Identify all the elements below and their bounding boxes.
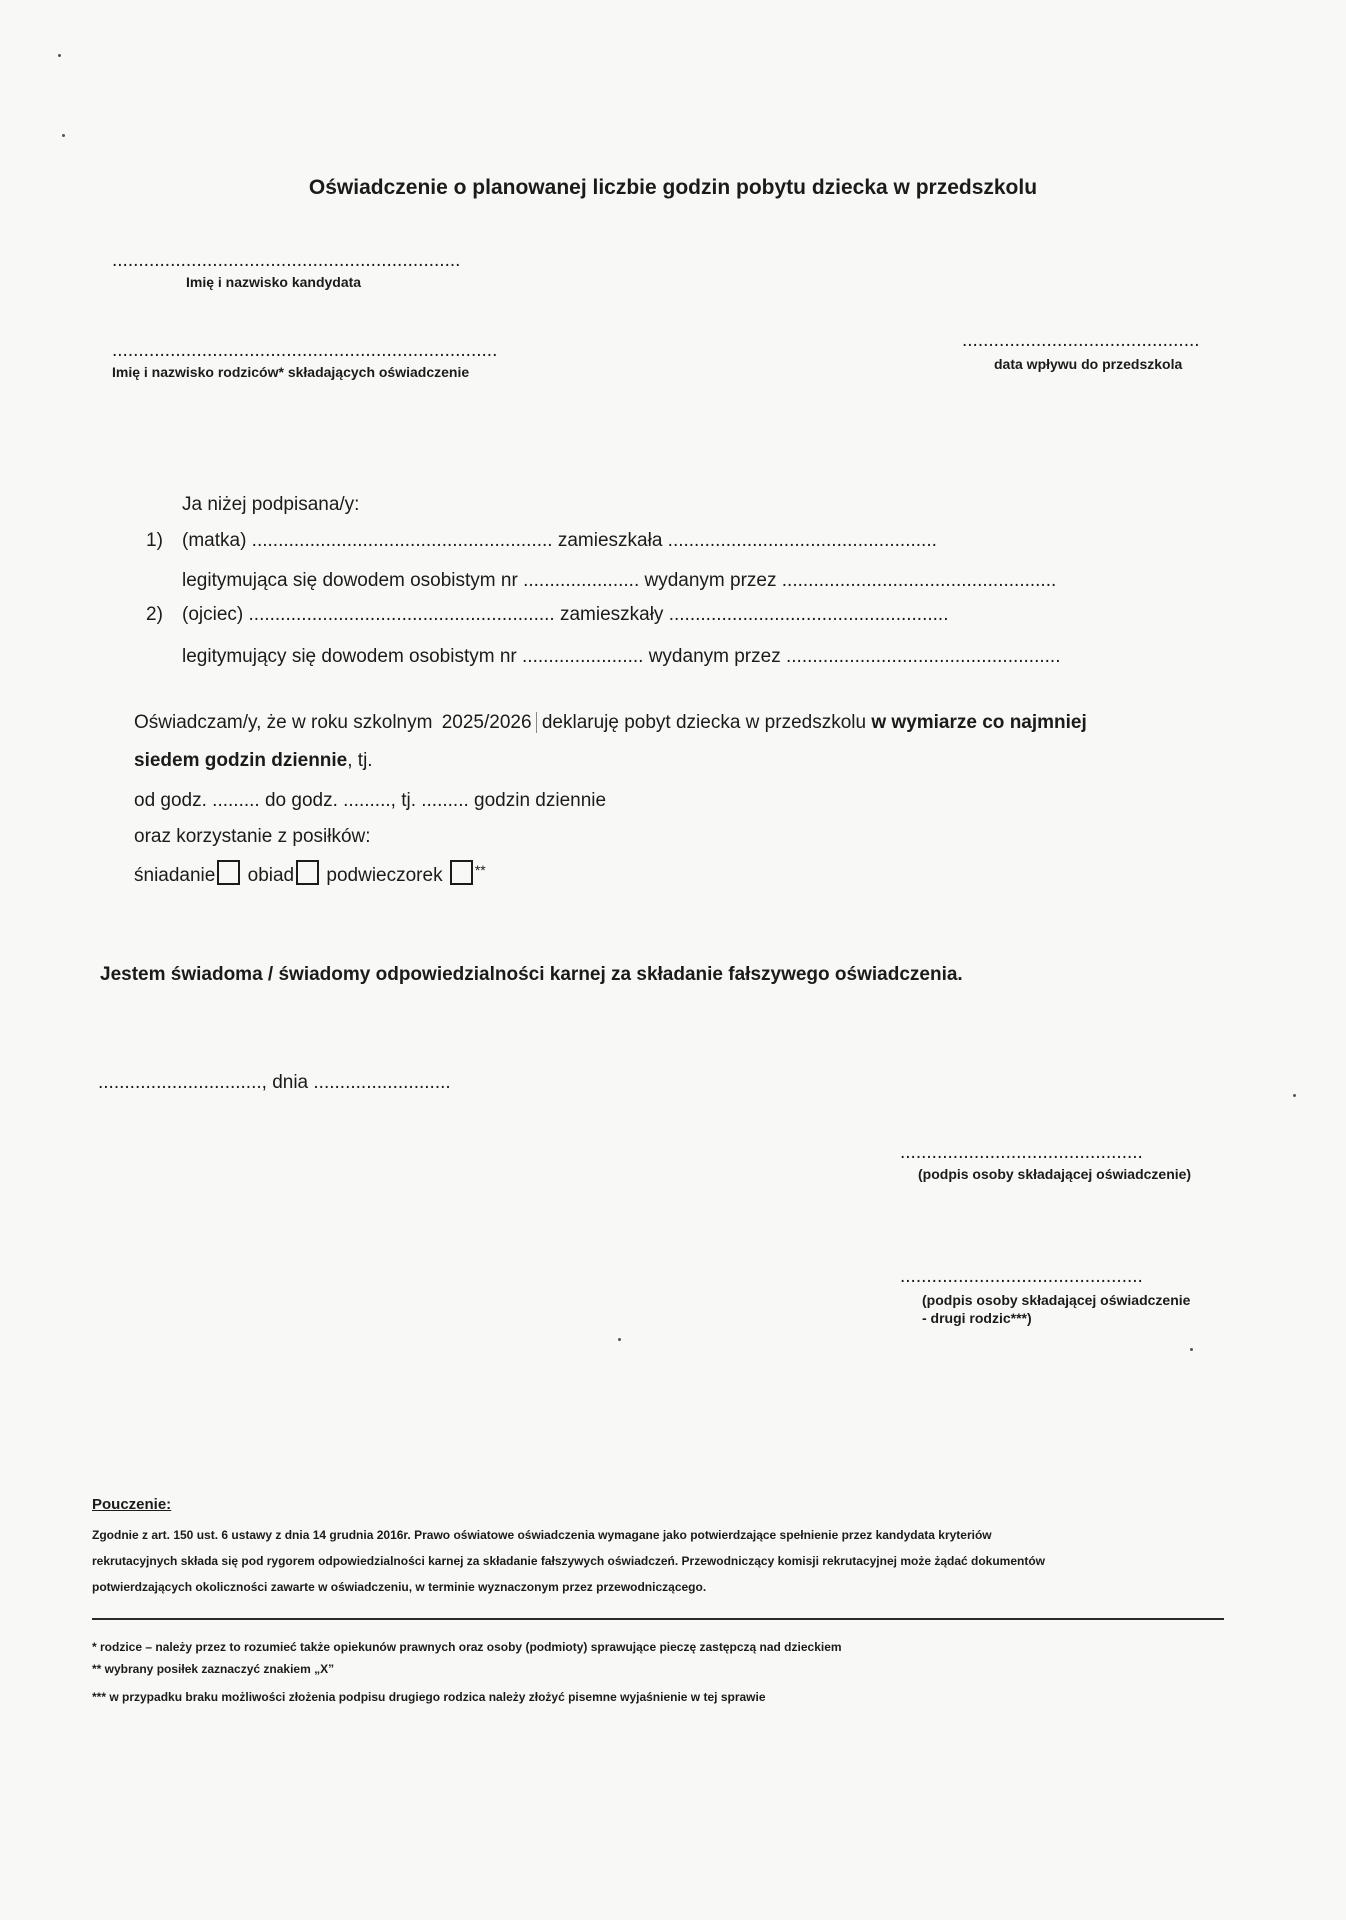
meal-snack-checkbox[interactable] [450, 860, 473, 885]
signature-2-label-line1: (podpis osoby składającej oświadczenie [922, 1292, 1191, 1308]
signature-1-label: (podpis osoby składającej oświadczenie) [918, 1166, 1192, 1182]
declaration-text-b: deklaruję pobyt dziecka w przedszkolu [541, 712, 867, 733]
school-year: 2025/2026 [438, 712, 537, 733]
instruction-line-1: Zgodnie z art. 150 ust. 6 ustawy z dnia 14 grudnia 2016r. Prawo oświatowe oświadczenia wymagane jako potwierdzające spełnienie przez kandydata kryteriów [92, 1528, 992, 1542]
declaration-hours-rest: , tj. [347, 750, 373, 771]
footnote-2: ** wybrany posiłek zaznaczyć znakiem „X” [92, 1662, 335, 1676]
signature-2-label-line2: - drugi rodzic***) [922, 1310, 1032, 1326]
meal-breakfast-label: śniadanie [134, 865, 216, 886]
scan-speck [58, 54, 61, 57]
place-date-line: ..............................., dnia .......................... [98, 1072, 451, 1093]
mother-line: (matka) ......................................................... zamieszkała ................................................... [182, 530, 937, 551]
instruction-line-2: rekrutacyjnych składa się pod rygorem odpowiedzialności karnej za składanie fałszywych oświadczeń. Przewodniczący komisji rekrutacyjnej może żądać dokumentów [92, 1554, 1046, 1568]
scan-speck [1293, 1094, 1296, 1097]
declaration-text-bold: w wymiarze co najmniej [871, 712, 1087, 733]
receipt-date-field: ............................................. [962, 330, 1200, 351]
scan-speck [1190, 1348, 1193, 1351]
scan-speck [618, 1338, 621, 1341]
candidate-name-label: Imię i nazwisko kandydata [186, 274, 362, 290]
father-number: 2) [146, 604, 163, 625]
declaration-line-2 [134, 750, 373, 772]
candidate-name-field: .................................................................. [112, 250, 461, 271]
declaration-line-1 [134, 712, 1087, 734]
meals-line [134, 860, 486, 887]
declaration-hours-bold: siedem godzin dziennie [134, 750, 348, 771]
signature-2-field: .............................................. [900, 1266, 1143, 1287]
mother-number: 1) [146, 530, 163, 551]
declaration-text-a: Oświadczam/y, że w roku szkolnym [134, 712, 433, 733]
footnote-3: *** w przypadku braku możliwości złożenia podpisu drugiego rodzica należy złożyć pisemne wyjaśnienie w tej sprawie [92, 1690, 766, 1704]
scan-speck [62, 134, 65, 137]
footnote-1: * rodzice – należy przez to rozumieć także opiekunów prawnych oraz osoby (podmioty) sprawujące pieczę zastępczą nad dzieckiem [92, 1640, 842, 1654]
hours-line: od godz. ......... do godz. ........., tj. ......... godzin dziennie [134, 790, 607, 811]
parents-name-label: Imię i nazwisko rodziców* składających oświadczenie [112, 364, 470, 380]
meal-lunch-checkbox[interactable] [296, 860, 319, 885]
meal-breakfast-checkbox[interactable] [217, 860, 240, 885]
meals-intro: oraz korzystanie z posiłków: [134, 826, 371, 847]
instruction-line-3: potwierdzających okoliczności zawarte w oświadczeniu, w terminie wyznaczonym przez przewodniczącego. [92, 1580, 707, 1594]
signature-1-field: .............................................. [900, 1142, 1143, 1163]
meal-footnote-mark: ** [474, 862, 486, 878]
document-title: Oświadczenie o planowanej liczbie godzin pobytu dziecka w przedszkolu [308, 176, 1038, 199]
footnote-divider [92, 1618, 1224, 1620]
meal-lunch-label: obiad [247, 865, 295, 886]
criminal-liability-statement: Jestem świadoma / świadomy odpowiedzialności karnej za składanie fałszywego oświadczenia. [100, 964, 963, 985]
parents-name-field: ......................................................................... [112, 340, 498, 361]
father-id-line: legitymujący się dowodem osobistym nr ....................... wydanym przez .................................................... [182, 646, 1061, 667]
receipt-date-label: data wpływu do przedszkola [994, 356, 1183, 372]
instruction-heading: Pouczenie: [92, 1496, 172, 1513]
mother-id-line: legitymująca się dowodem osobistym nr ...................... wydanym przez .................................................... [182, 570, 1057, 591]
signers-intro: Ja niżej podpisana/y: [182, 494, 360, 515]
father-line: (ojciec) .......................................................... zamieszkały ..................................................... [182, 604, 949, 625]
meal-snack-label: podwieczorek [326, 865, 443, 886]
